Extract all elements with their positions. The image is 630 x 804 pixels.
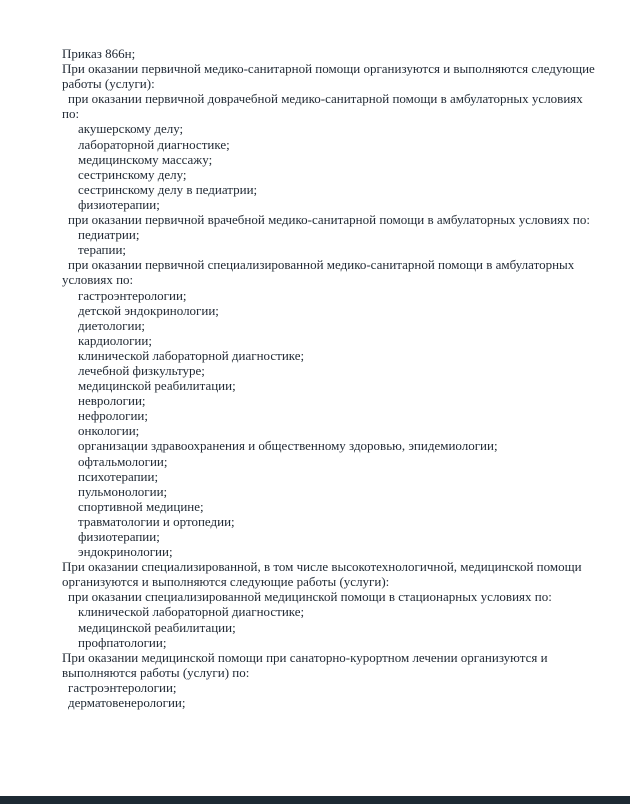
text-line: медицинской реабилитации; [78,378,236,394]
text-line: организуются и выполняются следующие работы (услуги): [62,574,390,590]
text-line: организации здравоохранения и общественному здоровью, эпидемиологии; [78,438,498,454]
text-line: медицинской реабилитации; [78,619,236,635]
text-line: физиотерапии; [78,196,160,212]
text-line: клинической лабораторной диагностике; [78,604,305,620]
text-line: диетологии; [78,317,146,333]
text-line: работы (услуги): [62,76,155,92]
text-line: неврологии; [78,393,146,409]
text-line: спортивной медицине; [78,498,204,514]
text-line: эндокринологии; [78,544,173,560]
text-line: гастроэнтерологии; [78,287,187,303]
bottom-bar [0,796,630,804]
text-line: кардиологии; [78,332,152,348]
text-line: дерматовенерологии; [68,695,186,711]
text-line: профпатологии; [78,634,167,650]
text-line: нефрологии; [78,408,148,424]
text-line: При оказании первичной медико-санитарной помощи организуются и выполняются следующие [62,61,595,77]
document-text [62,46,612,710]
text-line: акушерскому делу; [78,121,184,137]
text-line: по: [62,106,80,122]
text-line: педиатрии; [78,227,140,243]
text-line: При оказании медицинской помощи при санаторно-курортном лечении организуются и [62,649,548,665]
text-line: Приказ 866н; [62,46,136,61]
text-line: сестринскому делу; [78,166,187,182]
text-line: при оказании первичной врачебной медико-санитарной помощи в амбулаторных условиях по: [68,212,590,228]
text-line: лабораторной диагностике; [78,136,230,152]
text-line: условиях по: [62,272,134,288]
text-line: гастроэнтерологии; [68,679,177,695]
text-line: выполняются работы (услуги) по: [62,664,250,680]
text-line: лечебной физкультуре; [78,362,205,378]
text-line: терапии; [78,242,127,258]
text-line: физиотерапии; [78,529,160,544]
text-line: при оказании специализированной медицинской помощи в стационарных условиях по: [68,589,552,605]
text-line: пульмонологии; [78,483,168,499]
text-line: медицинскому массажу; [78,151,213,167]
text-line: сестринскому делу в педиатрии; [78,181,258,197]
text-line: При оказании специализированной, в том числе высокотехнологичной, медицинской помощи [62,559,582,575]
text-line: травматологии и ортопедии; [78,513,235,529]
text-line: психотерапии; [78,468,159,484]
text-line: при оказании первичной специализированной медико-санитарной помощи в амбулаторных [68,257,575,273]
text-line: детской эндокринологии; [78,302,219,318]
text-line: онкологии; [78,423,140,439]
text-line: при оказании первичной доврачебной медико-санитарной помощи в амбулаторных условиях [68,91,583,107]
text-line: офтальмологии; [78,453,168,469]
text-line: клинической лабораторной диагностике; [78,347,305,363]
